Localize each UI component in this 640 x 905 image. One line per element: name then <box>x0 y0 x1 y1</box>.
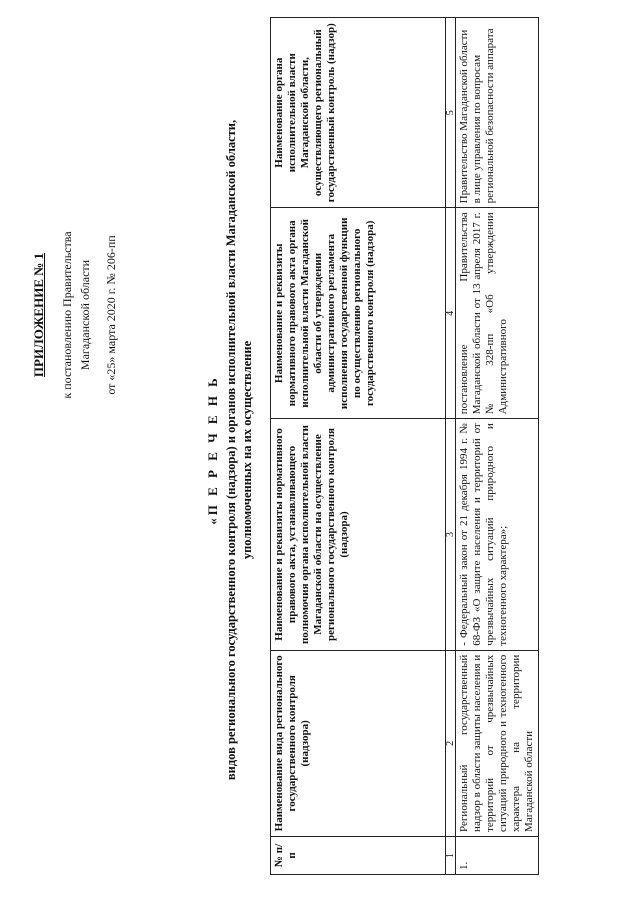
header-regulation: Наименование и реквизиты нормативного правового акта органа исполнительной власти Магаданской области об утверждении административного регламента исполнения государственной функции по осуществлению регионального государственного контроля (надзора) <box>271 208 446 419</box>
table-header-row <box>271 18 446 875</box>
control-table <box>270 17 539 875</box>
header-body: Наименование органа исполнительной власти Магаданской области, осуществляющего региональный государственный контроль (надзор) <box>271 18 446 208</box>
appendix-date: от «25» марта 2020 г. № 206-пп <box>104 235 118 395</box>
cell-regulation: постановление Правительства Магаданской области от 13 апреля 2017 г. № 328-пп «Об утверждении Административного <box>456 208 539 419</box>
heading-line: видов регионального государственного контроля (надзора) и органов исполнительной власти Магаданской области, <box>224 119 238 781</box>
heading-line: уполномоченных на их осуществление <box>240 340 254 560</box>
appendix-line: Магаданской области <box>78 259 92 371</box>
column-number: 2 <box>446 650 456 836</box>
header-num: № п/п <box>271 836 446 874</box>
table-row <box>456 18 539 875</box>
column-number: 5 <box>446 18 456 208</box>
document-heading <box>205 35 255 865</box>
cell-body: Правительство Магаданской области в лице управления по вопросам региональной безопасности аппарата <box>456 18 539 208</box>
header-act: Наименование и реквизиты нормативного правового акта, устанавливающего полномочия органа исполнительной власти Магаданской области на осуществление регионального государственного контроля (надзора) <box>271 419 446 650</box>
cell-num: 1. <box>456 836 539 874</box>
column-number-row <box>446 18 456 875</box>
heading-title: «П Е Р Е Ч Е Н Ь <box>205 375 220 525</box>
column-number: 1 <box>446 836 456 874</box>
appendix-block <box>30 150 120 480</box>
column-number: 4 <box>446 208 456 419</box>
appendix-title: ПРИЛОЖЕНИЕ № 1 <box>31 252 46 378</box>
cell-kind: Региональный государственный надзор в области защиты населения и территорий от чрезвычайных ситуаций природного и техногенного характера на территории Магаданской области <box>456 650 539 836</box>
appendix-line: к постановлению Правительства <box>60 231 74 399</box>
column-number: 3 <box>446 419 456 650</box>
cell-act: - Федеральный закон от 21 декабря 1994 г. № 68-ФЗ «О защите населения и территорий от чрезвычайных ситуаций природного и техногенного характера»; <box>456 419 539 650</box>
header-kind: Наименование вида регионального государственного контроля (надзора) <box>271 650 446 836</box>
